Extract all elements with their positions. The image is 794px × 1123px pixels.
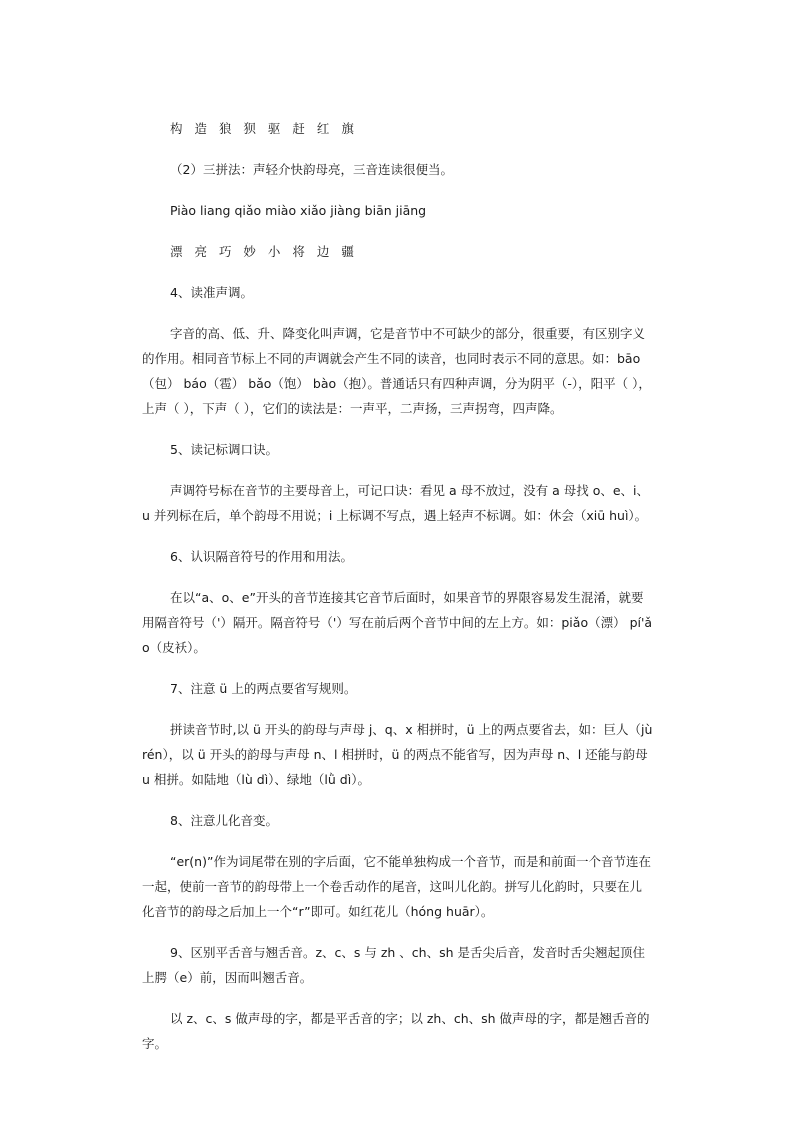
- section-heading-9-paragraph: 9、区别平舌音与翘舌音。z、c、s 与 zh 、ch、sh 是舌尖后音，发音时舌尖翘起顶住上腭（e）前，因而叫翘舌音。: [142, 945, 646, 985]
- example-characters-line-2: 漂 亮 巧 妙 小 将 边 疆: [170, 244, 358, 259]
- section-heading-7: 7、注意 ü 上的两点要省写规则。: [170, 681, 357, 696]
- three-spell-method-paragraph: （2）三拼法：声轻介快韵母亮，三音连读很便当。: [170, 162, 453, 177]
- pinyin-example-line: Piào liang qiǎo miào xiǎo jiàng biān jiāng: [170, 203, 427, 218]
- section-heading-8: 8、注意儿化音变。: [170, 813, 278, 828]
- tone-mark-rhyme-paragraph: 声调符号标在音节的主要母音上，可记口诀：看见 a 母不放过，没有 a 母找 o、e、i、u 并列标在后，单个韵母不用说；i 上标调不写点，遇上轻声不标调。如：休会（xiū huì）。: [142, 483, 649, 523]
- erhua-paragraph: “er(n)”作为词尾带在别的字后面，它不能单独构成一个音节，而是和前面一个音节连在一起，使前一音节的韵母带上一个卷舌动作的尾音，这叫儿化韵。拼写儿化韵时，只要在儿化音节的韵母之后加上一个“r”即可。如红花儿（hóng huār）。: [142, 854, 651, 919]
- section-heading-6: 6、认识隔音符号的作用和用法。: [170, 549, 353, 564]
- document-body: [142, 116, 654, 1072]
- u-umlaut-rule-paragraph: 拼读音节时,以 ü 开头的韵母与声母 j、q、x 相拼时，ü 上的两点要省去，如：巨人（jù rén），以 ü 开头的韵母与声母 n、l 相拼时，ü 的两点不能省写，因为声母 n、l 还能与韵母 u 相拼。如陆地（lù dì）、绿地（lǜ dì）。: [142, 722, 653, 787]
- section-heading-5: 5、读记标调口诀。: [170, 442, 278, 457]
- flat-retroflex-paragraph: 以 z、c、s 做声母的字，都是平舌音的字；以 zh、ch、sh 做声母的字，都是翘舌音的字。: [142, 1011, 650, 1051]
- tones-paragraph: 字音的高、低、升、降变化叫声调，它是音节中不可缺少的部分，很重要，有区别字义的作用。相同音节标上不同的声调就会产生不同的读音，也同时表示不同的意思。如：bāo（包） báo（雹） bǎo（饱） bào（抱）。普通话只有四种声调，分为阴平（-），阳平（ ），上声（ ），下声（ ），它们的读法是：一声平，二声扬，三声拐弯，四声降。: [142, 326, 651, 416]
- example-characters-line: 构 造 狼 狈 驱 赶 红 旗: [170, 121, 358, 136]
- section-heading-4: 4、读准声调。: [170, 285, 253, 300]
- syllable-separator-paragraph: 在以“a、o、e”开头的音节连接其它音节后面时，如果音节的界限容易发生混淆，就要用隔音符号（'）隔开。隔音符号（'）写在前后两个音节中间的左上方。如：piǎo（漂） pí'ǎo（皮袄）。: [142, 590, 653, 655]
